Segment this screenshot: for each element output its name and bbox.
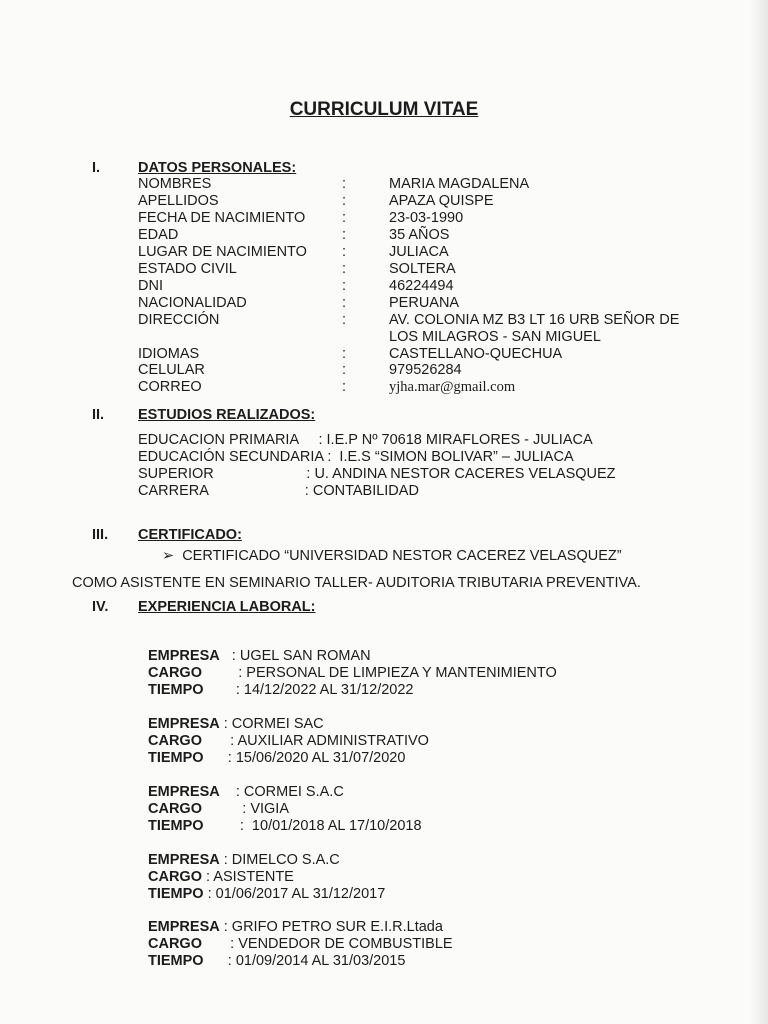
field-value: SOLTERA [389, 261, 456, 277]
field-label: DNI [138, 278, 163, 294]
field-label: IDIOMAS [138, 346, 200, 362]
job-role-label: CARGO [148, 733, 202, 749]
job-time [148, 818, 422, 834]
study-line: CARRERA : CONTABILIDAD [138, 483, 419, 499]
field-label: DIRECCIÓN [138, 312, 220, 328]
field-colon: : [342, 261, 347, 277]
field-value: 35 AÑOS [389, 227, 450, 243]
job-role-label: CARGO [148, 869, 202, 885]
job-time [148, 886, 385, 902]
job-company-value: : DIMELCO S.A.C [219, 852, 340, 868]
field-label: CELULAR [138, 362, 205, 378]
job-time-label: TIEMPO [148, 750, 204, 766]
field-value-continued: LOS MILAGROS - SAN MIGUEL [389, 329, 601, 345]
job-role [148, 665, 557, 681]
certificate-description: COMO ASISTENTE EN SEMINARIO TALLER- AUDITORIA TRIBUTARIA PREVENTIVA. [72, 575, 641, 591]
field-label: ESTADO CIVIL [138, 261, 237, 277]
section-personal-number: I. [92, 160, 101, 176]
job-company-value: : UGEL SAN ROMAN [219, 648, 371, 664]
page-edge-shadow [750, 0, 768, 1024]
job-role [148, 936, 453, 952]
job-role-value: : AUXILIAR ADMINISTRATIVO [201, 733, 429, 749]
job-company-label: EMPRESA [148, 784, 220, 800]
job-time-label: TIEMPO [148, 818, 204, 834]
section-certificate-number: III. [92, 527, 109, 543]
section-personal-title: DATOS PERSONALES: [138, 160, 297, 176]
job-company-value: : CORMEI SAC [219, 716, 324, 732]
job-time-value: : 10/01/2018 AL 17/10/2018 [203, 818, 422, 834]
field-label: NACIONALIDAD [138, 295, 247, 311]
field-colon: : [342, 295, 347, 311]
study-line: SUPERIOR : U. ANDINA NESTOR CACERES VELASQUEZ [138, 466, 616, 482]
job-company [148, 716, 324, 732]
section-studies-title: ESTUDIOS REALIZADOS: [138, 407, 316, 423]
job-time [148, 953, 405, 969]
job-role-label: CARGO [148, 665, 202, 681]
job-role-label: CARGO [148, 801, 202, 817]
job-time [148, 750, 405, 766]
email-value: yjha.mar@gmail.com [389, 379, 516, 395]
document-title: CURRICULUM VITAE [289, 99, 479, 120]
certificate-line: ➢ CERTIFICADO “UNIVERSIDAD NESTOR CACEREZ VELASQUEZ” [162, 548, 622, 564]
job-role-value: : VENDEDOR DE COMBUSTIBLE [201, 936, 453, 952]
job-time-label: TIEMPO [148, 886, 204, 902]
field-colon: : [342, 244, 347, 260]
job-time-label: TIEMPO [148, 953, 204, 969]
job-role [148, 801, 289, 817]
field-value: APAZA QUISPE [389, 193, 494, 209]
job-time-label: TIEMPO [148, 682, 204, 698]
field-colon: : [342, 193, 347, 209]
field-colon: : [342, 278, 347, 294]
job-company-label: EMPRESA [148, 716, 220, 732]
field-colon: : [342, 176, 347, 192]
field-value: CASTELLANO-QUECHUA [389, 346, 563, 362]
field-label: APELLIDOS [138, 193, 219, 209]
field-colon: : [342, 210, 347, 226]
job-company-value: : GRIFO PETRO SUR E.I.R.Ltada [219, 919, 443, 935]
section-studies-number: II. [92, 407, 105, 423]
field-value: AV. COLONIA MZ B3 LT 16 URB SEÑOR DE [389, 312, 680, 328]
job-role-value: : PERSONAL DE LIMPIEZA Y MANTENIMIENTO [201, 665, 557, 681]
field-colon: : [342, 362, 347, 378]
job-role-label: CARGO [148, 936, 202, 952]
field-label: FECHA DE NACIMIENTO [138, 210, 306, 226]
field-label: LUGAR DE NACIMIENTO [138, 244, 307, 260]
section-experience-title: EXPERIENCIA LABORAL: [138, 599, 316, 615]
field-value: JULIACA [389, 244, 449, 260]
study-line: EDUCACIÓN SECUNDARIA : I.E.S “SIMON BOLIVAR” – JULIACA [138, 449, 574, 465]
section-certificate-title: CERTIFICADO: [138, 527, 242, 543]
job-company [148, 648, 371, 664]
field-label: EDAD [138, 227, 179, 243]
field-value: 23-03-1990 [389, 210, 464, 226]
field-value: 46224494 [389, 278, 454, 294]
field-colon: : [342, 379, 347, 395]
field-value: PERUANA [389, 295, 460, 311]
field-label: CORREO [138, 379, 202, 395]
job-role [148, 733, 429, 749]
job-time-value: : 15/06/2020 AL 31/07/2020 [203, 750, 406, 766]
job-company-label: EMPRESA [148, 919, 220, 935]
job-company-value: : CORMEI S.A.C [219, 784, 344, 800]
field-colon: : [342, 346, 347, 362]
job-time-value: : 14/12/2022 AL 31/12/2022 [203, 682, 414, 698]
job-role-value: : ASISTENTE [201, 869, 294, 885]
field-value: 979526284 [389, 362, 462, 378]
study-line: EDUCACION PRIMARIA : I.E.P Nº 70618 MIRAFLORES - JULIACA [138, 432, 593, 448]
job-company-label: EMPRESA [148, 852, 220, 868]
job-company [148, 784, 344, 800]
job-time [148, 682, 413, 698]
section-experience-number: IV. [92, 599, 109, 615]
field-label: NOMBRES [138, 176, 212, 192]
field-colon: : [342, 227, 347, 243]
field-value: MARIA MAGDALENA [389, 176, 530, 192]
job-company-label: EMPRESA [148, 648, 220, 664]
job-time-value: : 01/09/2014 AL 31/03/2015 [203, 953, 406, 969]
job-company [148, 852, 340, 868]
job-role [148, 869, 294, 885]
field-colon: : [342, 312, 347, 328]
job-company [148, 919, 443, 935]
job-role-value: : VIGIA [201, 801, 290, 817]
job-time-value: : 01/06/2017 AL 31/12/2017 [203, 886, 386, 902]
